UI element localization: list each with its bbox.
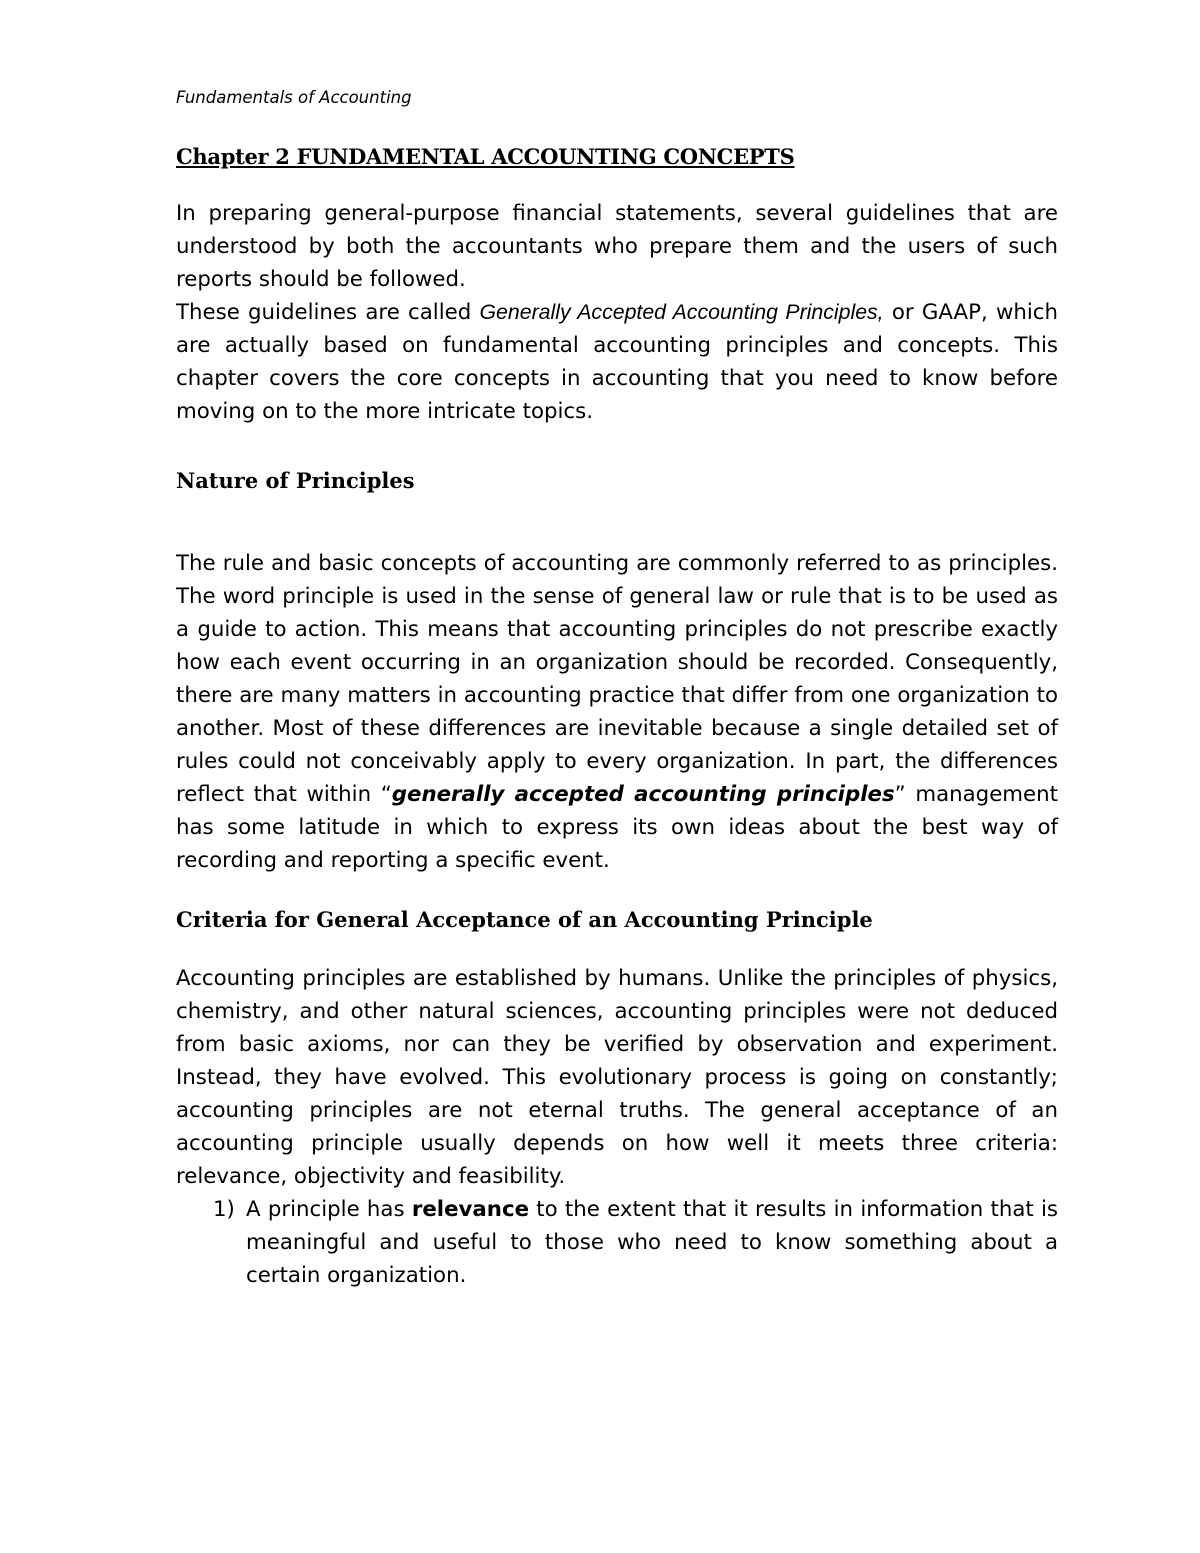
section-heading-nature: Nature of Principles — [176, 468, 415, 493]
nature-quote-close: ” — [894, 782, 906, 807]
chapter-title: Chapter 2 FUNDAMENTAL ACCOUNTING CONCEPTS — [176, 144, 795, 169]
nature-body-after: management has some latitude in which to express its own ideas about the best way of recording and reporting a specific event. — [176, 782, 1058, 873]
relevance-term: relevance — [411, 1197, 530, 1222]
nature-quote-open: “ — [380, 782, 392, 807]
intro-p2-after: or GAAP, which are actually based on fundamental accounting principles and concepts. This chapter covers the core concepts in accounting that you need to know before moving on to the more intricate topics. — [176, 300, 1058, 424]
list-item-after: to the extent that it results in information that is meaningful and useful to those who need to know something about a certain organization. — [246, 1197, 1059, 1288]
intro-paragraph-1 — [176, 197, 1058, 296]
list-item — [176, 1193, 1058, 1292]
list-item-number: 1) — [213, 1197, 235, 1222]
gaap-emphasis: generally accepted accounting principles — [391, 782, 895, 807]
running-header: Fundamentals of Accounting — [176, 88, 412, 107]
criteria-paragraph — [176, 962, 1058, 1193]
document-page — [176, 88, 1058, 1292]
intro-paragraph-2 — [176, 296, 1058, 428]
criteria-list — [176, 1193, 1058, 1292]
intro-p1-text: In preparing general-purpose financial statements, several guidelines that are understood by both the accountants who prepare them and the users of such reports should be followed. — [176, 201, 1058, 292]
nature-paragraph — [176, 547, 1058, 877]
intro-p2-before: These guidelines are called — [176, 300, 480, 325]
gaap-term: Generally Accepted Accounting Principles, — [479, 300, 884, 324]
nature-body-before: The rule and basic concepts of accounting are commonly referred to as principles. The word principle is used in the sense of general law or rule that is to be used as a guide to action. This means that accounting principles do not prescribe exactly how each event occurring in an organization should be recorded. Consequently, there are many matters in accounting practice that differ from one organization to another. Most of these differences are inevitable because a single detailed set of rules could not conceivably apply to every organization. In part, the differences reflect that within — [176, 551, 1058, 807]
list-item-before: A principle has — [246, 1197, 412, 1222]
section-heading-criteria: Criteria for General Acceptance of an Accounting Principle — [176, 907, 873, 932]
criteria-body: Accounting principles are established by humans. Unlike the principles of physics, chemistry, and other natural sciences, accounting principles were not deduced from basic axioms, nor can they be verified by observation and experiment. Instead, they have evolved. This evolutionary process is going on constantly; accounting principles are not eternal truths. The general acceptance of an accounting principle usually depends on how well it meets three criteria: relevance, objectivity and feasibility. — [176, 966, 1058, 1189]
